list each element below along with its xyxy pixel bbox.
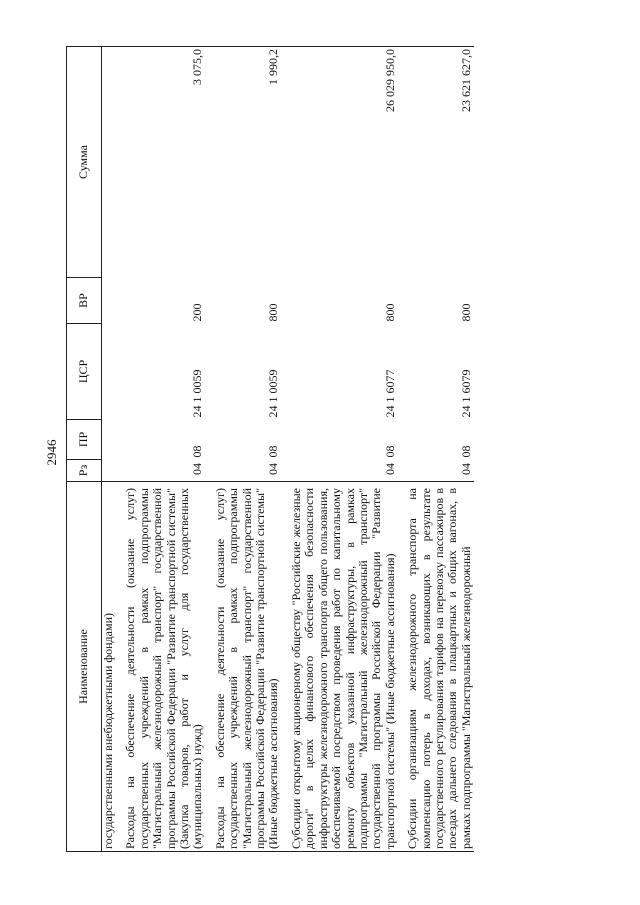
row-csr: 24 1 0059 [190,369,205,418]
row-name: Субсидии открытому акционерному обществу "Российские железные дороги" в целях финансового обеспечения безопасности инфраструктуры железнодорожного транспорта общего пользования, обеспечиваемой посредством проведения работ по капитальному ремонту объектов указанной инфраструктуры, в рамках подпрограммы "Магистральный железнодорожный транспорт" государственной программы Российской Федерации "Развитие транспортной системы" (Иные бюджетные ассигнования) [282,482,398,852]
row-pr: 08 [458,445,473,458]
row-sum: 3 075,0 [116,47,205,278]
row-pr: 08 [190,445,205,458]
header-vr: ВР [67,278,102,324]
row-csr: 24 1 0059 [266,369,281,418]
row-csr: 24 1 6079 [458,369,473,418]
row-vr: 800 [382,303,397,322]
row-rz: 04 [458,463,473,475]
budget-table-page [66,47,624,852]
header-csr: ЦСР [67,324,102,420]
table-header-row [67,47,102,852]
header-pr: ПР [67,420,102,460]
row-rz: 04 [266,463,281,475]
row-rz: 04 [190,463,205,475]
table-row [116,47,205,852]
row-name: Расходы на обеспечение деятельности (оказание услуг) государственных учреждений в рамках подпрограммы "Магистральный железнодорожный транспорт" государственной программы Российской Федерации "Развитие транспортной системы" (Иные бюджетные ассигнования) [206,482,282,852]
row-vr: 200 [190,303,205,322]
row-pr: 08 [266,445,281,458]
row-vr: 800 [266,303,281,322]
header-rz: Рз [67,460,102,482]
row-sum: 23 621 627,0 [398,47,474,278]
row-name: Расходы на обеспечение деятельности (оказание услуг) государственных учреждений в рамках подпрограммы "Магистральный железнодорожный транспорт" государственной программы Российской Федерации "Развитие транспортной системы" (Закупка товаров, работ и услуг для государственных (муниципальных) нужд) [116,482,205,852]
row-sum: 26 029 950,0 [282,47,398,278]
table-row-continuation [102,47,117,852]
row-csr: 24 1 6077 [382,369,397,418]
row-name: Субсидии организациям железнодорожного транспорта на компенсацию потерь в доходах, возникающих в результате государственного регулирования тарифов на перевозку пассажиров в поездах дальнего следования в плацкартных и общих вагонах, в рамках подпрограммы "Магистральный железнодорожный [398,482,474,852]
continuation-text: государственными внебюджетными фондами) [102,482,117,852]
budget-table [66,46,474,852]
page-number: 2946 [44,439,59,466]
table-row [398,47,474,852]
row-vr: 800 [458,303,473,322]
row-pr: 08 [382,445,397,458]
table-row [206,47,282,852]
row-rz: 04 [382,463,397,475]
row-sum: 1 990,2 [206,47,282,278]
table-row [282,47,398,852]
header-sum: Сумма [67,47,102,278]
header-name: Наименование [67,482,102,852]
